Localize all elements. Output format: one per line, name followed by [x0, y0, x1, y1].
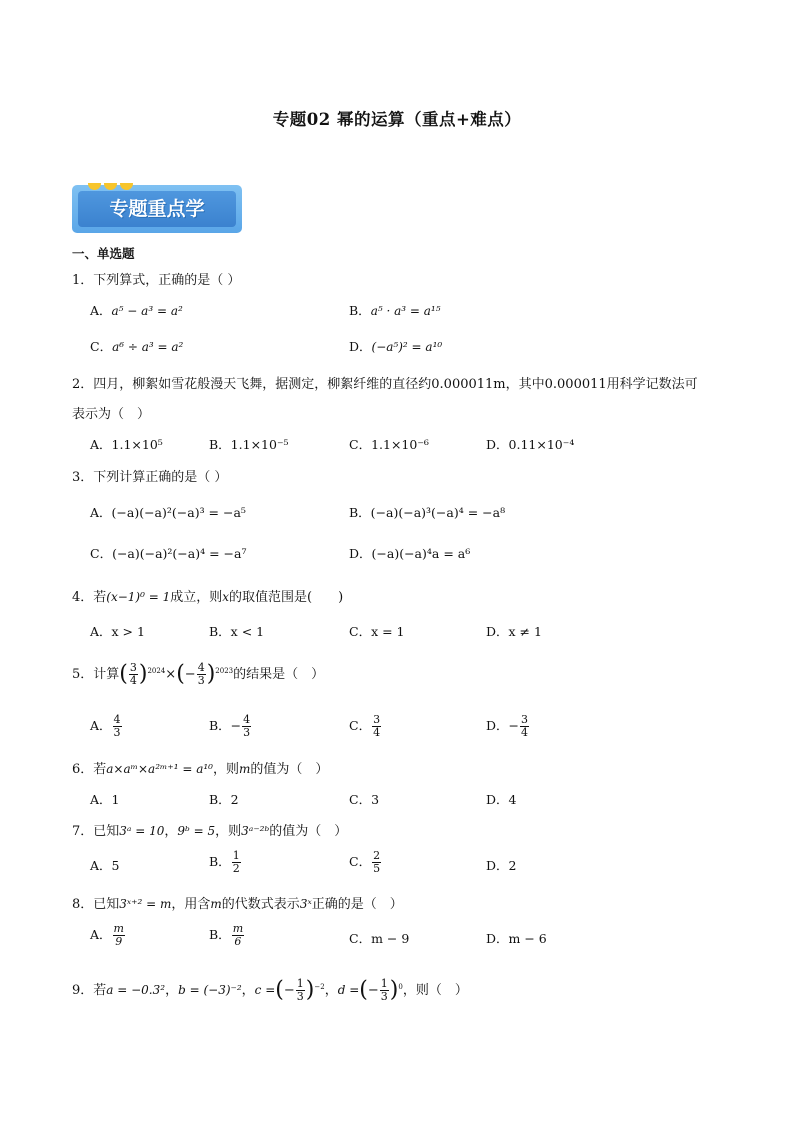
q4-option-c[interactable]: C．x = 1 [349, 624, 405, 639]
question-4-stem: 4．若(x−1)⁰ = 1成立，则x的取值范围是( ) [72, 590, 344, 605]
q5-option-a[interactable]: A． $\frac{4}{3}$ [90, 713, 121, 739]
q3-option-c[interactable]: C．(−a)(−a)²(−a)⁴ = −a⁷ [90, 546, 247, 561]
q5-option-b[interactable]: B．− $\frac{4}{3}$ [209, 713, 251, 739]
question-7-stem: 7．已知3ᵃ = 10，9ᵇ = 5，则3ᵃ⁻²ᵇ的值为（ ） [72, 824, 348, 839]
q1-option-d[interactable]: D．(−a⁵)² = a¹⁰ [349, 339, 443, 354]
q1-option-b[interactable]: B．a⁵ · a³ = a¹⁵ [349, 303, 441, 318]
q2-option-b[interactable]: B．1.1×10⁻⁵ [209, 437, 289, 452]
question-2-stem: 2．四月，柳絮如雪花般漫天飞舞，据测定，柳絮纤维的直径约0.000011m，其中0.000011用科学记数法可 [72, 377, 698, 392]
q8-option-b[interactable]: B． $\frac{m}{6}$ [209, 922, 244, 948]
q2-option-a[interactable]: A．1.1×10⁵ [90, 437, 163, 452]
section-banner [72, 183, 242, 233]
question-2-stem-line2: 表示为（ ） [72, 407, 151, 422]
q6-option-c[interactable]: C．3 [349, 792, 380, 807]
question-8-stem: 8．已知3ˣ⁺² = m，用含m的代数式表示3ˣ正确的是（ ） [72, 897, 403, 912]
q3-option-b[interactable]: B．(−a)(−a)³(−a)⁴ = −a⁸ [349, 505, 506, 520]
q2-option-c[interactable]: C．1.1×10⁻⁶ [349, 437, 429, 452]
question-3-stem: 3．下列计算正确的是（ ） [72, 470, 228, 485]
q6-option-d[interactable]: D．4 [486, 792, 517, 807]
question-6-stem: 6．若a×aᵐ×a²ᵐ⁺¹ = a¹⁰，则m的值为（ ） [72, 762, 329, 777]
q1-option-a[interactable]: A．a⁵ − a³ = a² [90, 303, 183, 318]
q4-option-d[interactable]: D．x ≠ 1 [486, 624, 542, 639]
section-heading: 一、单选题 [72, 246, 135, 261]
q3-option-a[interactable]: A．(−a)(−a)²(−a)³ = −a⁵ [90, 505, 246, 520]
page-title: 专题02 幂的运算（重点+难点） [272, 110, 522, 129]
q2-option-d[interactable]: D．0.11×10⁻⁴ [486, 437, 575, 452]
q4-option-b[interactable]: B．x < 1 [209, 624, 265, 639]
q1-option-c[interactable]: C．a⁶ ÷ a³ = a² [90, 339, 184, 354]
q7-option-d[interactable]: D．2 [486, 858, 517, 873]
q4-option-a[interactable]: A．x > 1 [90, 624, 145, 639]
question-5-stem: 5．计算( $\frac{3}{4}$ )$^{2024}$×(− $\frac{4}{3}$ )$^{2023}$的结果是（ ） [72, 661, 325, 687]
q7-option-c[interactable]: C． $\frac{2}{5}$ [349, 849, 381, 875]
banner-text: 专题重点学 [109, 198, 205, 220]
q5-option-d[interactable]: D．− $\frac{3}{4}$ [486, 713, 528, 739]
q6-option-a[interactable]: A．1 [90, 792, 120, 807]
question-1-stem: 1．下列算式，正确的是（ ） [72, 273, 241, 288]
question-9-stem: 9．若a = −0.3²，b = (−3)⁻²，c =(− $\frac{1}{3}$ )$^{-2}$，d =(− $\frac{1}{3}$ )$^0$，则（ ） [72, 977, 468, 1003]
q8-option-a[interactable]: A． $\frac{m}{9}$ [90, 922, 124, 948]
q8-option-d[interactable]: D．m − 6 [486, 931, 547, 946]
q7-option-a[interactable]: A．5 [90, 858, 120, 873]
q5-option-c[interactable]: C． $\frac{3}{4}$ [349, 713, 381, 739]
q6-option-b[interactable]: B．2 [209, 792, 239, 807]
q7-option-b[interactable]: B． $\frac{1}{2}$ [209, 849, 240, 875]
q8-option-c[interactable]: C．m − 9 [349, 931, 410, 946]
q3-option-d[interactable]: D．(−a)(−a)⁴a = a⁶ [349, 546, 471, 561]
